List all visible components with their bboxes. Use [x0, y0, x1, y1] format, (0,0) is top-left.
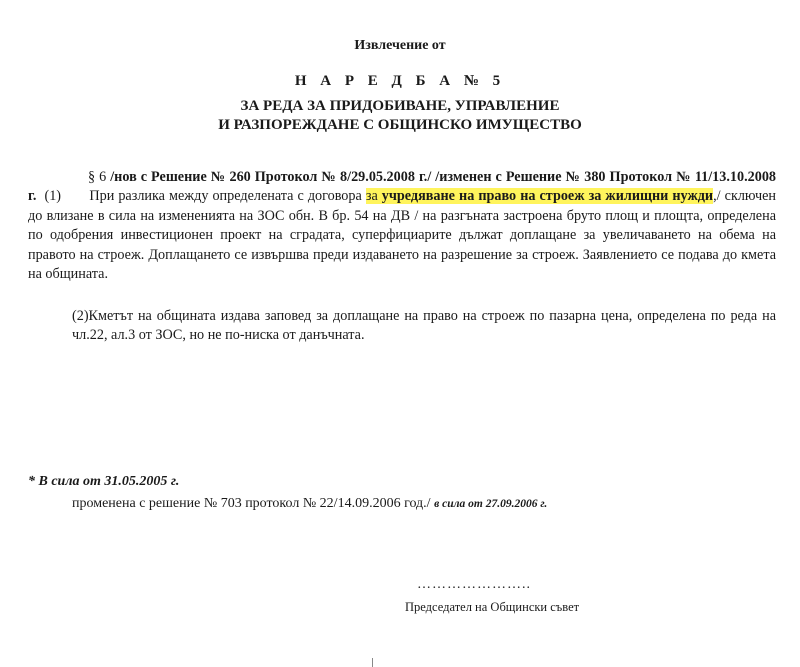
- amended-text: променена с решение № 703 протокол № 22/14.09.2006 год./: [72, 496, 431, 511]
- article-paragraph-2: (2)Кметът на общината издава заповед за доплащане на право на строеж по пазарна цена, определена по реда на чл.22, ал.3 от ЗОС, но не по-ниска от данъчната.: [72, 308, 776, 344]
- ordinance-subtitle-line2: И РАЗПОРЕЖДАНЕ С ОБЩИНСКО ИМУЩЕСТВО: [218, 117, 582, 133]
- amendment-note: /нов с Решение № 260 Протокол № 8/29.05.2008 г./ /изменен с Решение № 380 Протокол № 11/13.10.2008 г.: [28, 169, 777, 205]
- chairman-title: Председател на Общински съвет: [405, 600, 580, 614]
- article-paragraph-1: [28, 168, 776, 284]
- ordinance-title: Н А Р Е Д Б А № 5: [294, 73, 506, 89]
- extract-heading: Извлечение от: [354, 38, 446, 53]
- amended-note: [72, 496, 547, 512]
- ordinance-subtitle-line1: ЗА РЕДА ЗА ПРИДОБИВАНЕ, УПРАВЛЕНИЕ: [240, 98, 560, 114]
- paragraph-1-intro: При разлика между определената с договора: [89, 188, 362, 205]
- amended-in-force: в сила от 27.09.2006 г.: [434, 498, 548, 510]
- section-mark: § 6: [88, 169, 107, 185]
- paragraph-1-body: ,/ сключен до влизане в сила на измененията на ЗОС обн. В бр. 54 на ДВ / на разгъната застроена бруто площ и площта, определена по одобрения инвестиционен проект на сградата, суперфициарите дължат доплащане за увеличаването на обема на правото на строеж. Доплащането се извършва преди издаването на разрешение за строеж. Заявлението се подава до кмета на общината.: [28, 188, 776, 283]
- highlight-plain: за: [365, 188, 378, 205]
- signature-line: …………………..: [417, 577, 531, 592]
- highlighted-text: учредяване на право на строеж за жилищни нужди: [381, 188, 714, 205]
- paragraph-number: (1): [44, 188, 62, 205]
- scan-mark: [372, 658, 373, 667]
- in-force-note: * В сила от 31.05.2005 г.: [28, 474, 180, 489]
